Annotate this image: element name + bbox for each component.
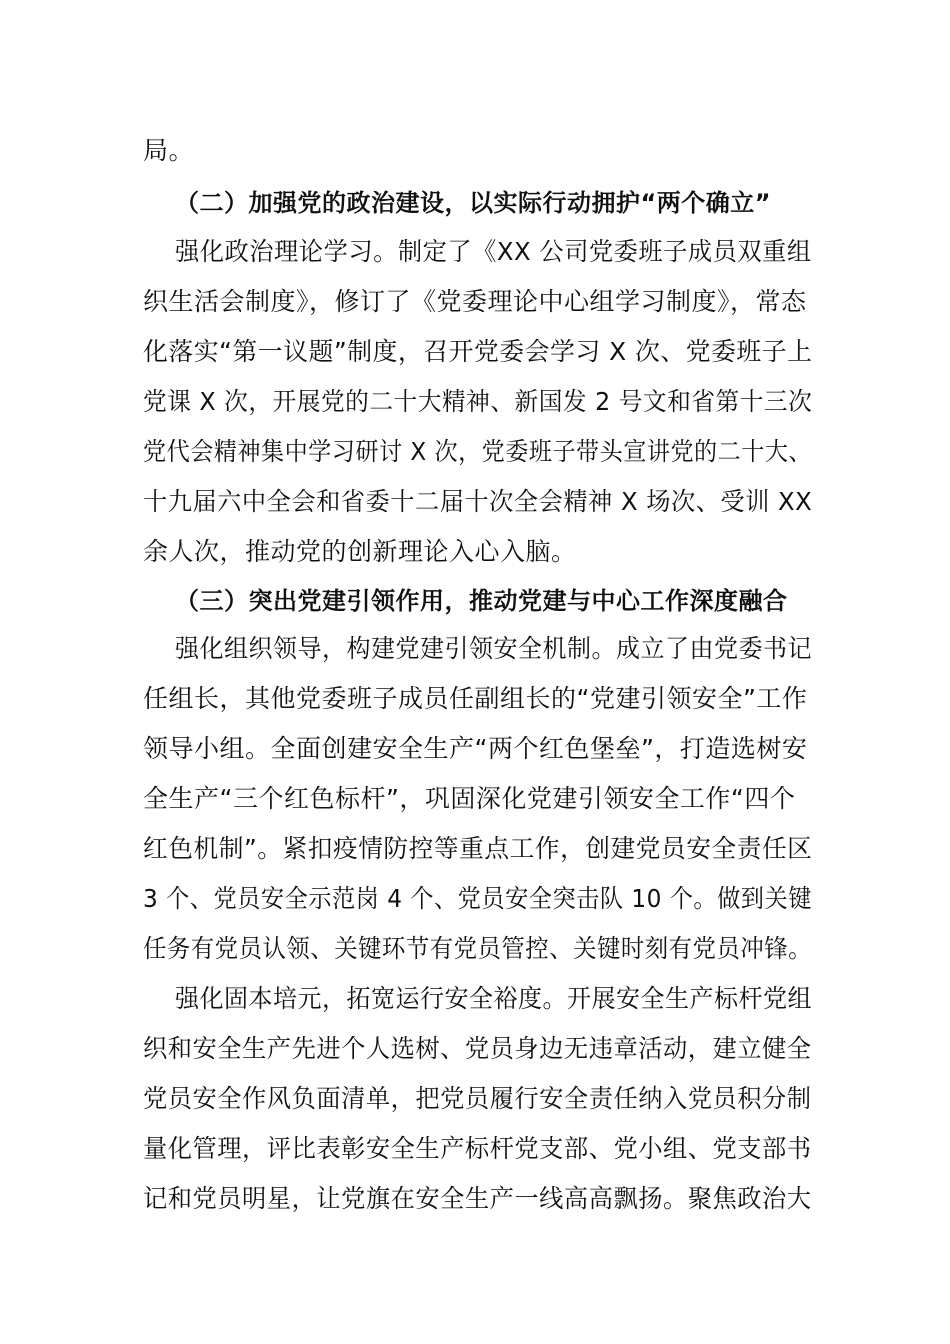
text-line: 量化管理，评比表彰安全生产标杆党支部、党小组、党支部书 [143, 1134, 812, 1163]
text-line: 党员安全作风负面清单，把党员履行安全责任纳入党员积分制 [143, 1084, 812, 1113]
text-line: 领导小组。全面创建安全生产“两个红色堡垒”，打造选树安 [143, 734, 808, 763]
text-line: 记和党员明星，让党旗在安全生产一线高高飘扬。聚焦政治大 [143, 1184, 812, 1213]
text-line: 局。 [143, 136, 195, 165]
text-line: 党课 X 次，开展党的二十大精神、新国发 2 号文和省第十三次 [143, 387, 813, 416]
text-line: 党代会精神集中学习研讨 X 次，党委班子带头宣讲党的二十大、 [143, 437, 813, 466]
text-line: 织生活会制度》，修订了《党委理论中心组学习制度》，常态 [143, 287, 807, 316]
text-line: 任组长，其他党委班子成员任副组长的“党建引领安全”工作 [143, 684, 808, 713]
text-line: 强化组织领导，构建党建引领安全机制。成立了由党委书记 [175, 634, 813, 663]
section-heading: （二）加强党的政治建设，以实际行动拥护“两个确立” [175, 189, 772, 217]
section-heading: （三）突出党建引领作用，推动党建与中心工作深度融合 [175, 587, 788, 615]
text-line: 全生产“三个红色标杆”，巩固深化党建引领安全工作“四个 [143, 784, 796, 813]
text-line: 红色机制”。紧扣疫情防控等重点工作，创建党员安全责任区 [143, 834, 813, 863]
text-line: 强化政治理论学习。制定了《XX 公司党委班子成员双重组 [175, 237, 812, 266]
text-line: 强化固本培元，拓宽运行安全裕度。开展安全生产标杆党组 [175, 984, 813, 1013]
text-line: 化落实“第一议题”制度，召开党委会学习 X 次、党委班子上 [143, 337, 813, 366]
text-line: 十九届六中全会和省委十二届十次全会精神 X 场次、受训 XX [143, 487, 813, 516]
text-line: 3 个、党员安全示范岗 4 个、党员安全突击队 10 个。做到关键 [143, 884, 812, 913]
text-line: 任务有党员认领、关键环节有党员管控、关键时刻有党员冲锋。 [143, 934, 813, 963]
text-line: 余人次，推动党的创新理论入心入脑。 [143, 537, 577, 566]
text-line: 织和安全生产先进个人选树、党员身边无违章活动，建立健全 [143, 1034, 812, 1063]
